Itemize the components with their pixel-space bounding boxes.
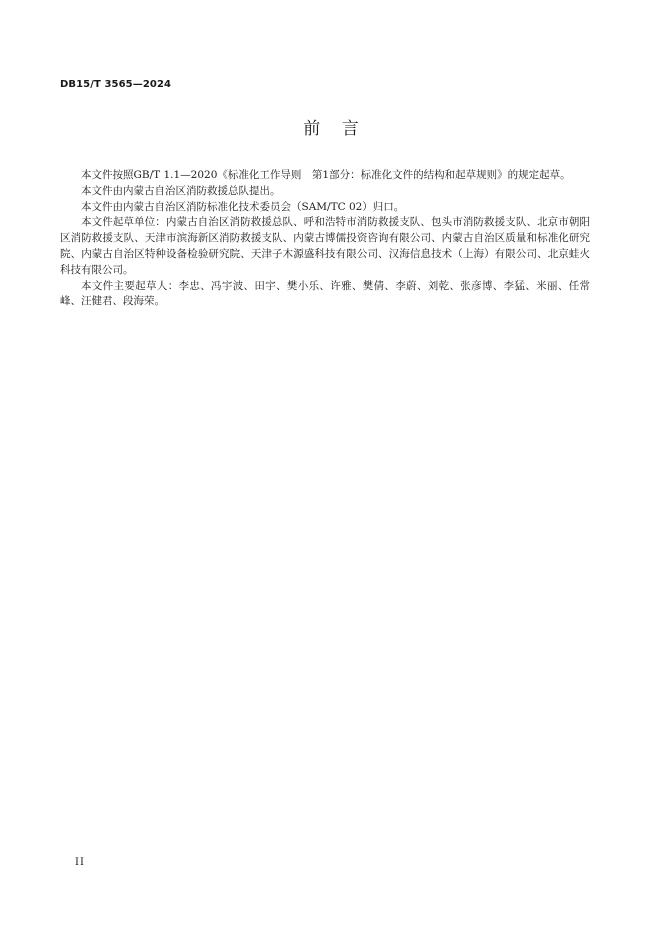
paragraph-drafting-rules: 本文件按照GB/T 1.1—2020《标准化工作导则 第1部分：标准化文件的结构和起草规则》的规定起草。 <box>81 169 571 181</box>
paragraph-drafting-units: 本文件起草单位：内蒙古自治区消防救援总队、呼和浩特市消防救援支队、包头市消防救援支队、北京市朝阳区消防救援支队、天津市滨海新区消防救援支队、内蒙古博儒投资咨询有限公司、内蒙古自治区质量和标准化研究院、内蒙古自治区特种设备检验研究院、天津子木源盛科技有限公司、汉海信息技术（上海）有限公司、北京蛙火科技有限公司。 <box>60 216 590 276</box>
preface-body <box>60 168 590 310</box>
paragraph-main-drafters: 本文件主要起草人：李忠、冯宇波、田宇、樊小乐、许雅、樊倩、李蔚、刘乾、张彦博、李猛、米丽、任常峰、汪健君、段海荣。 <box>60 279 590 308</box>
paragraph-proposer: 本文件由内蒙古自治区消防救援总队提出。 <box>81 184 281 197</box>
page-title: 前 言 <box>303 119 359 139</box>
document-code: DB15/T 3565—2024 <box>60 79 172 90</box>
paragraph-committee: 本文件由内蒙古自治区消防标准化技术委员会（SAM/TC 02）归口。 <box>81 200 405 213</box>
page-number: II <box>75 857 85 868</box>
